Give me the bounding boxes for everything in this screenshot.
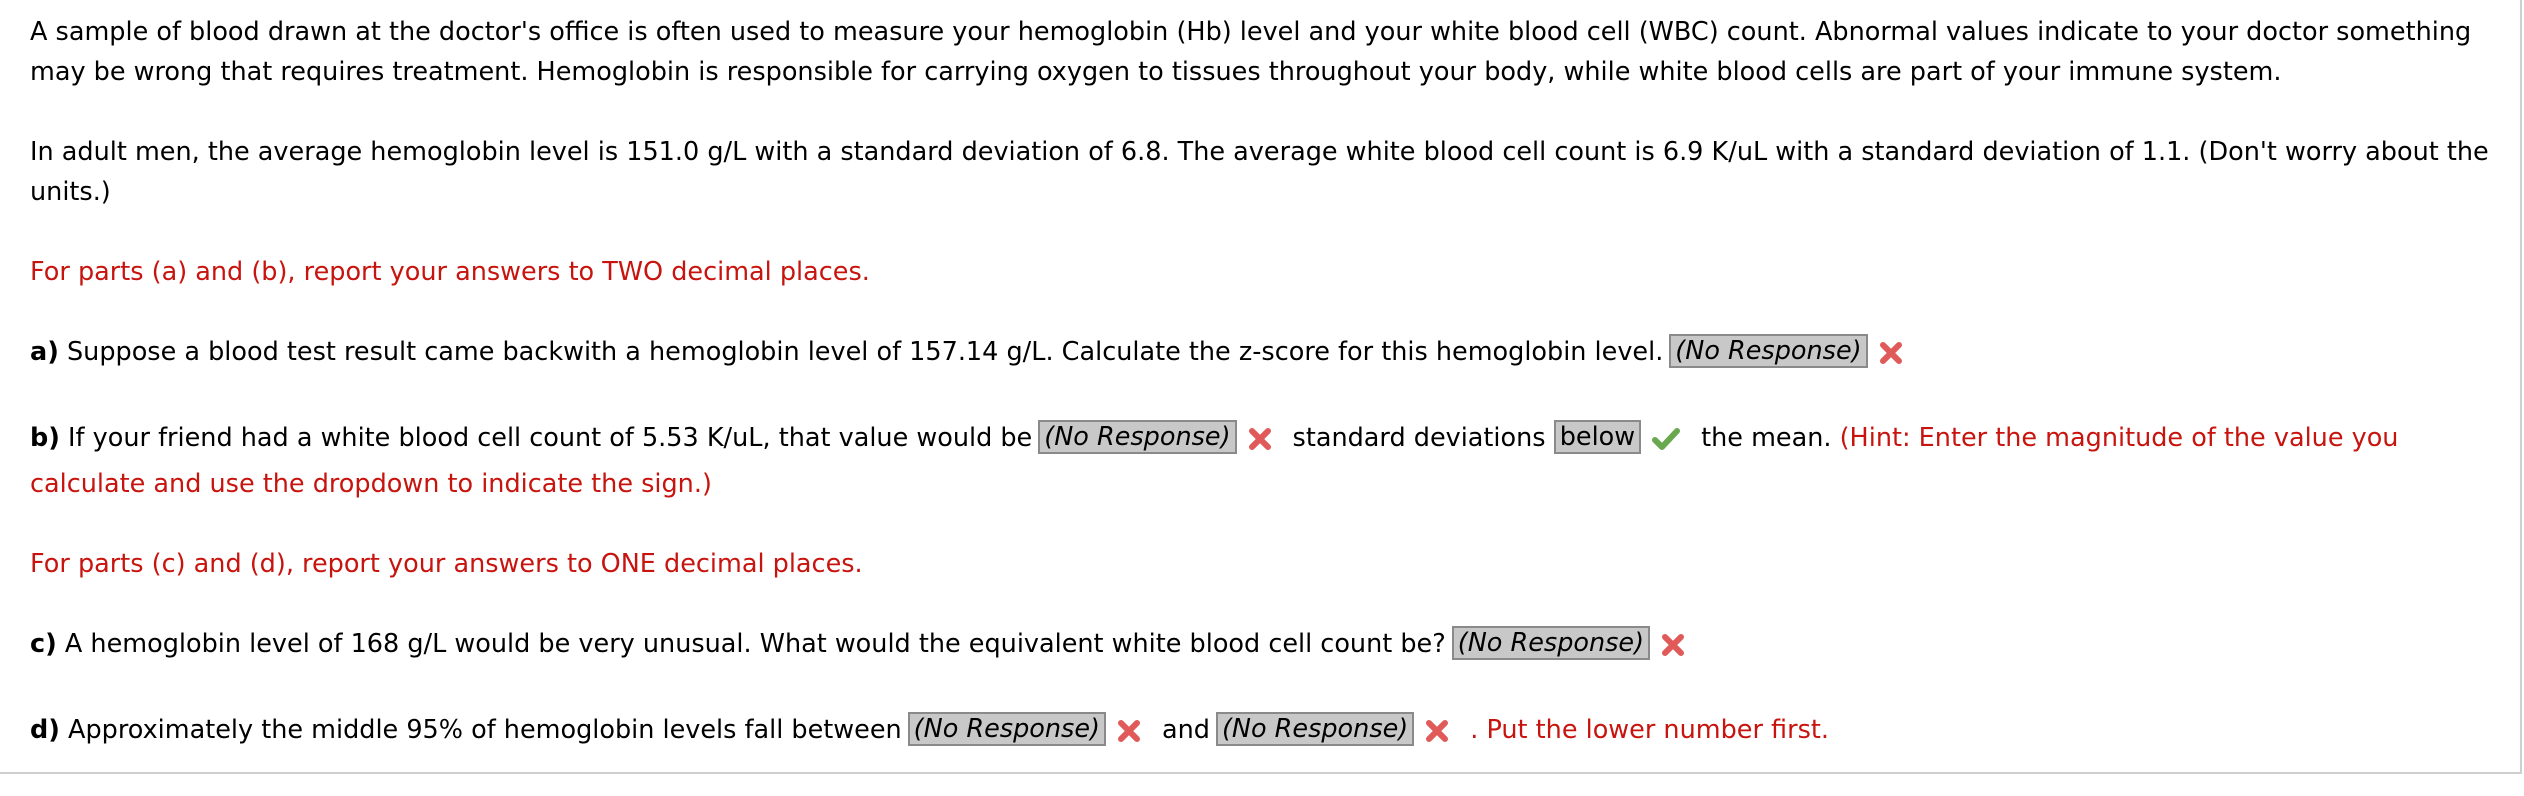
part-c-response-field[interactable]: (No Response) xyxy=(1452,626,1650,660)
part-c xyxy=(30,624,2500,670)
part-d xyxy=(30,710,2500,756)
part-d-label: d) xyxy=(30,715,60,745)
intro-paragraph: A sample of blood drawn at the doctor's office is often used to measure your hemoglobin (Hb) level and your white blood cell (WBC) count. Abnormal values indicate to your doctor something may be wrong that requires treatment. Hemoglobin is responsible for carrying oxygen to tissues throughout your body, while white blood cells are part of your immune system. xyxy=(30,17,2472,87)
part-b-label: b) xyxy=(30,423,60,453)
part-d-text-after: . Put the lower number first. xyxy=(1470,715,1829,745)
part-b-text-middle: standard deviations xyxy=(1292,423,1546,453)
x-mark-icon xyxy=(1660,630,1686,670)
check-mark-icon xyxy=(1651,424,1681,464)
x-mark-icon xyxy=(1878,338,1904,378)
direction-dropdown[interactable]: below xyxy=(1554,420,1641,454)
part-a-text: Suppose a blood test result came backwith a hemoglobin level of 157.14 g/L. Calculate the z-score for this hemoglobin level. xyxy=(58,337,1664,367)
part-b xyxy=(30,418,2500,504)
part-d-response-high-field[interactable]: (No Response) xyxy=(1216,712,1414,746)
stats-paragraph: In adult men, the average hemoglobin level is 151.0 g/L with a standard deviation of 6.8. The average white blood cell count is 6.9 K/uL with a standard deviation of 1.1. (Don't worry about the units.) xyxy=(30,137,2489,207)
x-mark-icon xyxy=(1116,716,1142,756)
part-d-text-and: and xyxy=(1161,715,1210,745)
question-content xyxy=(30,12,2500,796)
part-d-response-low-field[interactable]: (No Response) xyxy=(908,712,1106,746)
part-a-response-field[interactable]: (No Response) xyxy=(1669,334,1867,368)
part-b-text-after: the mean. xyxy=(1701,423,1832,453)
part-b-hint: (Hint: Enter the magnitude of the value you calculate and use the dropdown to indicate the sign.) xyxy=(30,423,2399,499)
x-mark-icon xyxy=(1424,716,1450,756)
part-a-label: a) xyxy=(30,337,59,367)
x-mark-icon xyxy=(1247,424,1273,464)
instruction-cd: For parts (c) and (d), report your answers to ONE decimal places. xyxy=(30,549,863,579)
part-d-text-before: Approximately the middle 95% of hemoglobin levels fall between xyxy=(59,715,902,745)
part-c-text: A hemoglobin level of 168 g/L would be very unusual. What would the equivalent white blood cell count be? xyxy=(56,629,1446,659)
instruction-ab: For parts (a) and (b), report your answers to TWO decimal places. xyxy=(30,257,870,287)
part-a xyxy=(30,332,2500,378)
part-b-text-before: If your friend had a white blood cell count of 5.53 K/uL, that value would be xyxy=(59,423,1033,453)
part-c-label: c) xyxy=(30,629,57,659)
part-b-response-field[interactable]: (No Response) xyxy=(1038,420,1236,454)
